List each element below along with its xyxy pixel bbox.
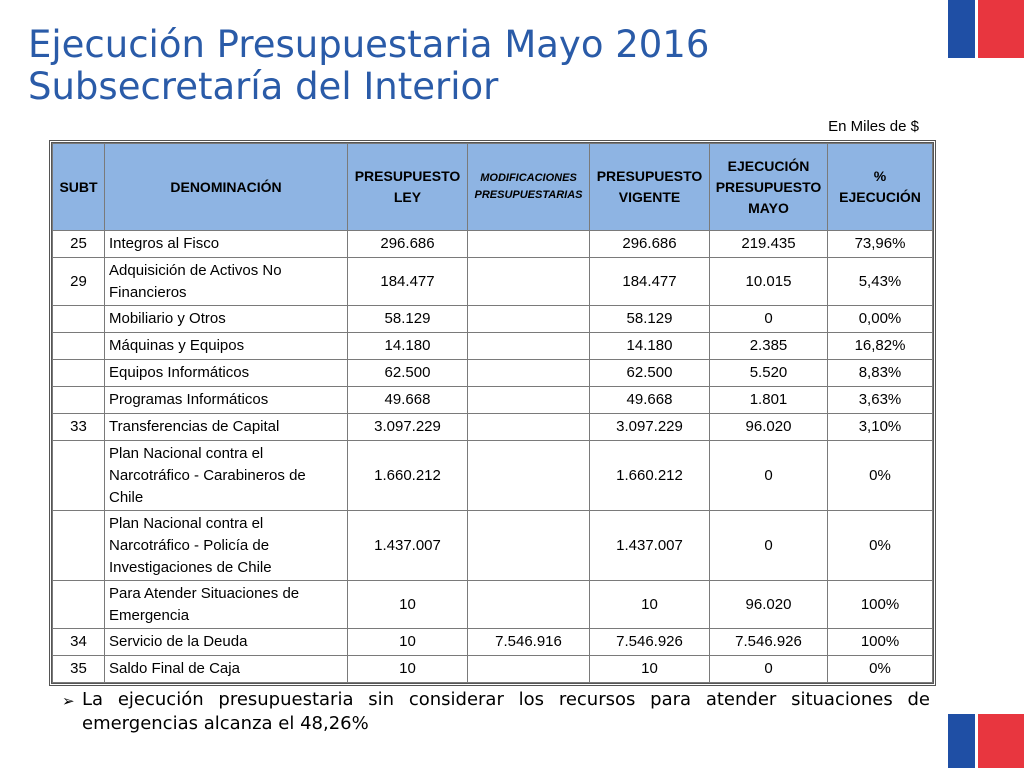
cell-subt — [53, 306, 105, 333]
header-presupuesto-vigente: PRESUPUESTO VIGENTE — [590, 144, 710, 231]
flag-decoration-bottom — [948, 714, 1024, 768]
title-line-1: Ejecución Presupuestaria Mayo 2016 — [28, 23, 710, 66]
cell-mod — [468, 581, 590, 629]
cell-denominacion: Servicio de la Deuda — [105, 629, 348, 656]
header-porcentaje: % EJECUCIÓN — [828, 144, 933, 231]
cell-denominacion: Plan Nacional contra el Narcotráfico - Carabineros de Chile — [105, 441, 348, 511]
cell-subt: 33 — [53, 414, 105, 441]
cell-subt: 25 — [53, 231, 105, 258]
flag-decoration-top — [948, 0, 1024, 58]
cell-ley: 14.180 — [348, 333, 468, 360]
cell-ley: 10 — [348, 629, 468, 656]
cell-mod — [468, 441, 590, 511]
cell-vigente: 3.097.229 — [590, 414, 710, 441]
cell-ejecucion: 0 — [710, 306, 828, 333]
cell-subt — [53, 333, 105, 360]
cell-ley: 3.097.229 — [348, 414, 468, 441]
flag-red-stripe — [978, 0, 1024, 58]
cell-denominacion: Transferencias de Capital — [105, 414, 348, 441]
units-label: En Miles de $ — [828, 118, 919, 135]
cell-mod — [468, 656, 590, 683]
cell-ejecucion: 2.385 — [710, 333, 828, 360]
table-row — [53, 629, 933, 656]
cell-ley: 1.660.212 — [348, 441, 468, 511]
header-presupuesto-ley: PRESUPUESTO LEY — [348, 144, 468, 231]
cell-vigente: 184.477 — [590, 258, 710, 306]
cell-denominacion: Saldo Final de Caja — [105, 656, 348, 683]
cell-ejecucion: 1.801 — [710, 387, 828, 414]
cell-denominacion: Mobiliario y Otros — [105, 306, 348, 333]
cell-denominacion: Máquinas y Equipos — [105, 333, 348, 360]
summary-note-text: La ejecución presupuestaria sin considerar los recursos para atender situaciones de emergencias alcanza el 48,26% — [82, 689, 930, 734]
cell-pct: 73,96% — [828, 231, 933, 258]
cell-mod — [468, 387, 590, 414]
table-row — [53, 511, 933, 581]
page-title — [28, 24, 709, 108]
cell-vigente: 296.686 — [590, 231, 710, 258]
cell-vigente: 58.129 — [590, 306, 710, 333]
cell-vigente: 1.437.007 — [590, 511, 710, 581]
cell-subt — [53, 360, 105, 387]
cell-ejecucion: 96.020 — [710, 414, 828, 441]
cell-mod — [468, 258, 590, 306]
cell-vigente: 62.500 — [590, 360, 710, 387]
cell-ejecucion: 5.520 — [710, 360, 828, 387]
cell-mod — [468, 306, 590, 333]
cell-mod — [468, 511, 590, 581]
title-line-2: Subsecretaría del Interior — [28, 65, 499, 108]
cell-denominacion: Equipos Informáticos — [105, 360, 348, 387]
flag-blue-stripe — [948, 714, 975, 768]
cell-pct: 0% — [828, 511, 933, 581]
cell-ejecucion: 7.546.926 — [710, 629, 828, 656]
cell-ejecucion: 219.435 — [710, 231, 828, 258]
cell-subt: 34 — [53, 629, 105, 656]
cell-subt — [53, 581, 105, 629]
cell-denominacion: Integros al Fisco — [105, 231, 348, 258]
cell-ejecucion: 10.015 — [710, 258, 828, 306]
cell-ley: 49.668 — [348, 387, 468, 414]
cell-pct: 100% — [828, 581, 933, 629]
cell-ley: 62.500 — [348, 360, 468, 387]
header-modificaciones: MODIFICACIONES PRESUPUESTARIAS — [468, 144, 590, 231]
cell-pct: 16,82% — [828, 333, 933, 360]
summary-note — [62, 688, 930, 736]
cell-subt: 35 — [53, 656, 105, 683]
cell-mod — [468, 360, 590, 387]
table-row — [53, 656, 933, 683]
cell-ley: 1.437.007 — [348, 511, 468, 581]
header-subt: SUBT — [53, 144, 105, 231]
header-ejecucion: EJECUCIÓN PRESUPUESTO MAYO — [710, 144, 828, 231]
cell-mod — [468, 231, 590, 258]
table-row — [53, 333, 933, 360]
cell-vigente: 10 — [590, 581, 710, 629]
cell-ley: 184.477 — [348, 258, 468, 306]
cell-vigente: 14.180 — [590, 333, 710, 360]
cell-ley: 10 — [348, 656, 468, 683]
cell-mod — [468, 414, 590, 441]
cell-subt: 29 — [53, 258, 105, 306]
cell-vigente: 10 — [590, 656, 710, 683]
cell-pct: 100% — [828, 629, 933, 656]
cell-ley: 10 — [348, 581, 468, 629]
table-row — [53, 414, 933, 441]
cell-ley: 296.686 — [348, 231, 468, 258]
cell-ejecucion: 0 — [710, 511, 828, 581]
cell-vigente: 49.668 — [590, 387, 710, 414]
cell-pct: 0,00% — [828, 306, 933, 333]
cell-denominacion: Programas Informáticos — [105, 387, 348, 414]
cell-vigente: 7.546.926 — [590, 629, 710, 656]
cell-ley: 58.129 — [348, 306, 468, 333]
cell-mod — [468, 333, 590, 360]
cell-denominacion: Adquisición de Activos No Financieros — [105, 258, 348, 306]
cell-subt — [53, 441, 105, 511]
table-row — [53, 441, 933, 511]
arrow-bullet-icon: ➢ — [62, 692, 75, 710]
table-row — [53, 387, 933, 414]
cell-vigente: 1.660.212 — [590, 441, 710, 511]
cell-mod: 7.546.916 — [468, 629, 590, 656]
table-row — [53, 306, 933, 333]
table-row — [53, 581, 933, 629]
table-row — [53, 231, 933, 258]
cell-subt — [53, 387, 105, 414]
budget-table — [52, 143, 933, 683]
cell-pct: 3,10% — [828, 414, 933, 441]
cell-subt — [53, 511, 105, 581]
cell-denominacion: Plan Nacional contra el Narcotráfico - Policía de Investigaciones de Chile — [105, 511, 348, 581]
cell-ejecucion: 0 — [710, 441, 828, 511]
table-header-row — [53, 144, 933, 231]
flag-blue-stripe — [948, 0, 975, 58]
cell-pct: 0% — [828, 441, 933, 511]
cell-pct: 5,43% — [828, 258, 933, 306]
cell-ejecucion: 96.020 — [710, 581, 828, 629]
cell-pct: 8,83% — [828, 360, 933, 387]
table-row — [53, 360, 933, 387]
cell-denominacion: Para Atender Situaciones de Emergencia — [105, 581, 348, 629]
cell-ejecucion: 0 — [710, 656, 828, 683]
cell-pct: 3,63% — [828, 387, 933, 414]
cell-pct: 0% — [828, 656, 933, 683]
header-denominacion: DENOMINACIÓN — [105, 144, 348, 231]
table-row — [53, 258, 933, 306]
flag-red-stripe — [978, 714, 1024, 768]
